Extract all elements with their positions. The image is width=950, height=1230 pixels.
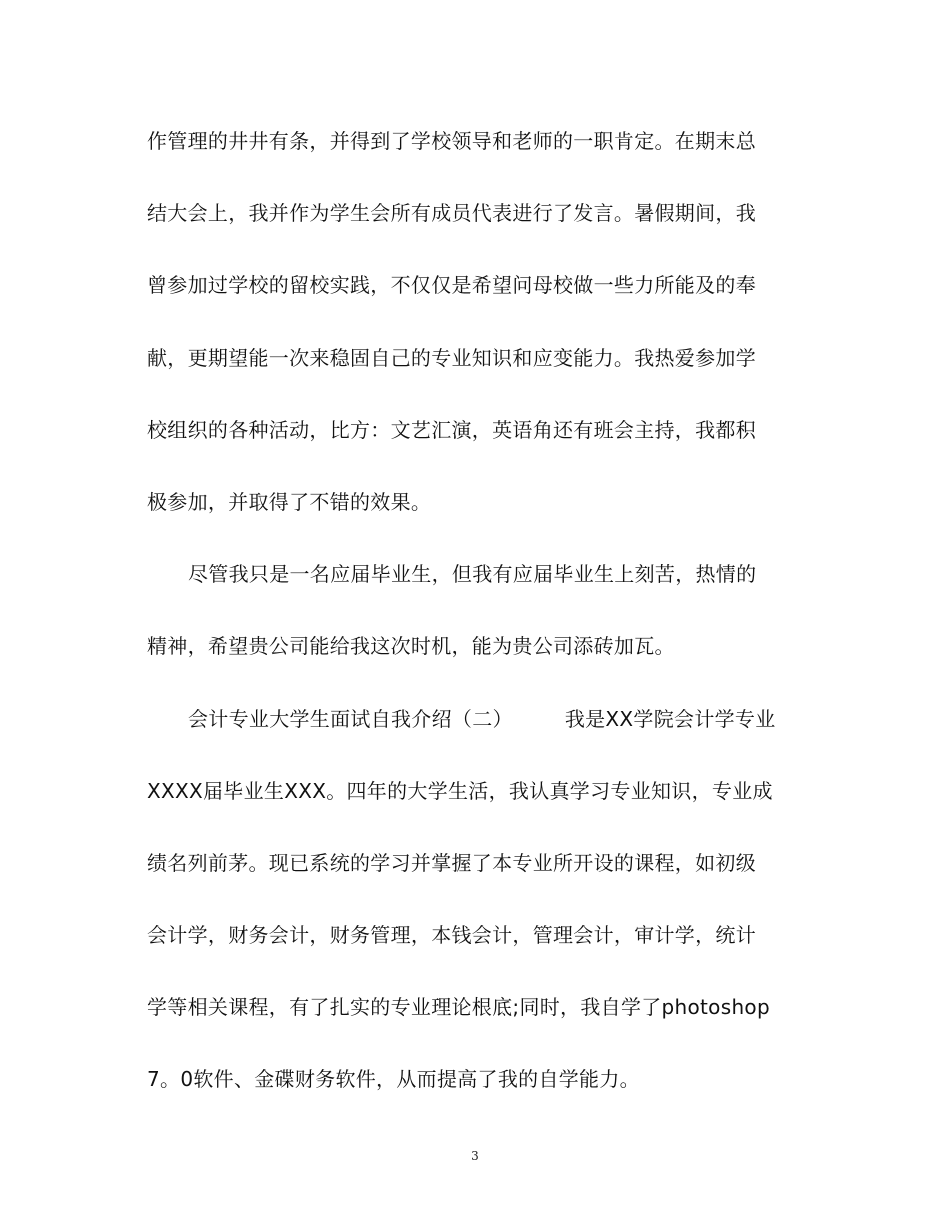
text-line: 精神，希望贵公司能给我这次时机，能为贵公司添砖加瓦。 xyxy=(147,634,675,659)
section-heading-line xyxy=(147,699,807,771)
text-line: 结大会上，我并作为学生会所有成员代表进行了发言。暑假期间，我 xyxy=(147,201,756,226)
text-line: 学等相关课程，有了扎实的专业理论根底;同时，我自学了photoshop xyxy=(147,995,770,1020)
text-line: 曾参加过学校的留校实践，不仅仅是希望问母校做一些力所能及的奉 xyxy=(147,273,756,298)
body-text xyxy=(147,121,807,1132)
text-line: XXXX届毕业生XXX。四年的大学生活，我认真学习专业知识，专业成 xyxy=(147,778,773,803)
text-line: 绩名列前茅。现已系统的学习并掌握了本专业所开设的课程，如初级 xyxy=(147,850,756,875)
text-line-indented: 尽管我只是一名应届毕业生，但我有应届毕业生上刻苦，热情的 xyxy=(188,562,757,587)
section-intro-text: 我是XX学院会计学专业 xyxy=(564,706,776,731)
text-line: 7。0软件、金碟财务软件，从而提高了我的自学能力。 xyxy=(147,1067,640,1092)
text-line: 会计学，财务会计，财务管理，本钱会计，管理会计，审计学，统计 xyxy=(147,923,756,948)
section-heading: 会计专业大学生面试自我介绍（二） xyxy=(188,706,513,731)
text-line: 极参加，并取得了不错的效果。 xyxy=(147,489,432,514)
text-line: 校组织的各种活动，比方：文艺汇演，英语角还有班会主持，我都积 xyxy=(147,417,756,442)
page-number: 3 xyxy=(471,1149,479,1163)
text-line: 作管理的井井有条，并得到了学校领导和老师的一职肯定。在期末总 xyxy=(147,129,756,153)
text-line: 献，更期望能一次来稳固自己的专业知识和应变能力。我热爱参加学 xyxy=(147,345,756,370)
